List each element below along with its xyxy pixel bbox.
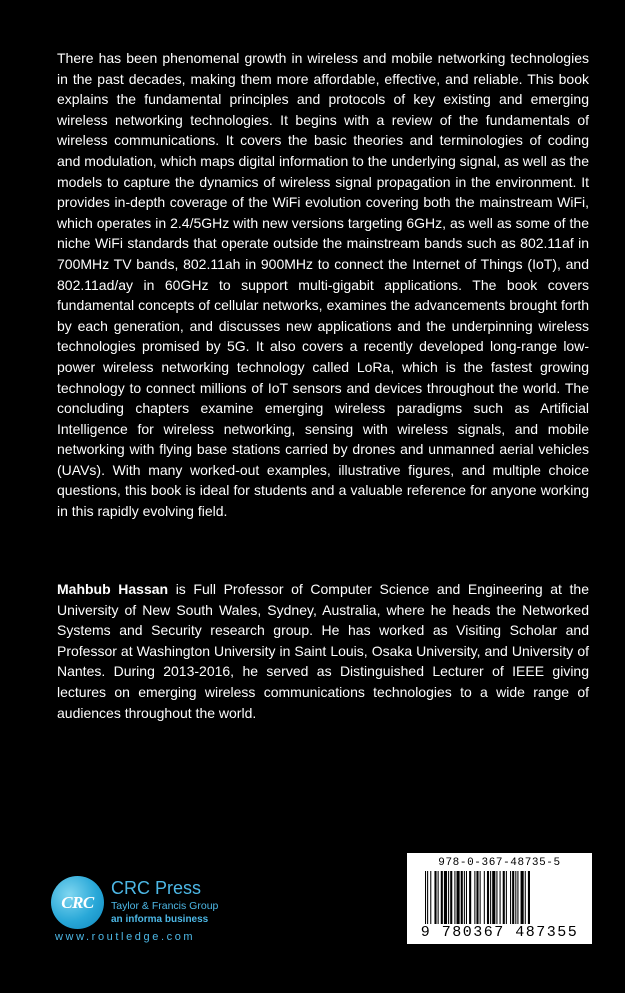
barcode-bar: [427, 871, 428, 929]
crc-logo-text: CRC: [61, 892, 94, 912]
publisher-website: www.routledge.com: [55, 931, 196, 943]
barcode-bar: [457, 871, 460, 929]
barcode-bar: [490, 871, 491, 929]
barcode-bar: [525, 871, 526, 929]
author-bio-text: is Full Professor of Computer Science and Engineering at the University of New South Wales, Sydney, Australia, where he heads the Networked Systems and Security research group. He has worked as Visiting Scholar and Professor at Washington University in Saint Louis, Osaka University, and University of Nantes. During 2013-2016, he served as Distinguished Lecturer of IEEE giving lectures on emerging wireless communications technologies to a wide range of audiences throughout the world.: [57, 581, 589, 721]
barcode-bar: [441, 871, 443, 929]
barcode-bar: [484, 871, 485, 929]
author-bio: [57, 579, 589, 723]
publisher-name: CRC Press: [111, 878, 202, 898]
barcode-bar: [461, 871, 463, 929]
crc-logo-icon: [51, 876, 104, 929]
publisher-tagline: an informa business: [111, 914, 209, 925]
book-description: There has been phenomenal growth in wireless and mobile networking technologies in the past decades, making them more affordable, effective, and reliable. This book explains the fundamental principles and protocols of key existing and emerging wireless networking technologies. It begins with a review of the fundamentals of wireless communications. It covers the basic theories and terminologies of coding and modulation, which maps digital information to the underlying signal, as well as the models to capture the dynamics of wireless signal propagation in the environment. It provides in-depth coverage of the WiFi evolution covering both the mainstream WiFi, which operates in 2.4/5GHz with new versions targeting 6GHz, as well as some of the niche WiFi standards that operate outside the mainstream bands such as 802.11af in 700MHz TV bands, 802.11ah in 900MHz to connect the Internet of Things (IoT), and 802.11ad/ay in 60GHz to support multi-gigabit applications. The book covers fundamental concepts of cellular networks, examines the advancements brought forth by each generation, and discusses new applications and the underpinning wireless technologies promised by 5G. It also covers a recently developed long-range low-power wireless networking technology called LoRa, which is the fastest growing technology to connect millions of IoT sensors and devices throughout the world. The concluding chapters examine emerging wireless paradigms such as Artificial Intelligence for wireless networking, sensing with wireless signals, and mobile networking with flying base stations carried by drones and unmanned aerial vehicles (UAVs). With many worked-out examples, illustrative figures, and multiple choice questions, this book is ideal for students and a valuable reference for anyone working in this rapidly evolving field.: [57, 50, 589, 520]
barcode-bar: [480, 871, 481, 929]
barcode-bar: [450, 871, 452, 929]
barcode-bar: [454, 871, 455, 929]
barcode-bar: [500, 871, 501, 929]
barcode-bar: [448, 871, 449, 929]
barcode-bar: [517, 871, 518, 929]
barcode-bar: [492, 871, 495, 929]
author-name: Mahbub Hassan: [57, 581, 169, 597]
publisher-block: [51, 874, 251, 949]
barcode-bars-icon: [425, 871, 575, 929]
barcode-bar: [512, 871, 514, 929]
barcode-bar: [528, 871, 530, 929]
barcode-bar: [496, 871, 497, 929]
barcode-bar: [521, 871, 524, 929]
barcode-bar: [515, 871, 516, 929]
barcode-bar: [464, 871, 465, 929]
barcode-bar: [510, 871, 511, 929]
publisher-group: Taylor & Francis Group: [111, 900, 219, 912]
barcode-digits: 9 780367 487355: [407, 924, 592, 941]
barcode-bar: [430, 871, 431, 929]
barcode-bar: [469, 871, 471, 929]
barcode-bar: [474, 871, 475, 929]
barcode-bar: [476, 871, 478, 929]
barcode-bar: [444, 871, 447, 929]
isbn-barcode: [407, 853, 592, 944]
barcode-bar: [487, 871, 489, 929]
barcode-bar: [466, 871, 467, 929]
barcode-bar: [503, 871, 505, 929]
isbn-number: 978-0-367-48735-5: [438, 857, 561, 869]
barcode-bar: [506, 871, 507, 929]
barcode-bar: [434, 871, 436, 929]
barcode-bar: [425, 871, 426, 929]
barcode-bar: [438, 871, 439, 929]
